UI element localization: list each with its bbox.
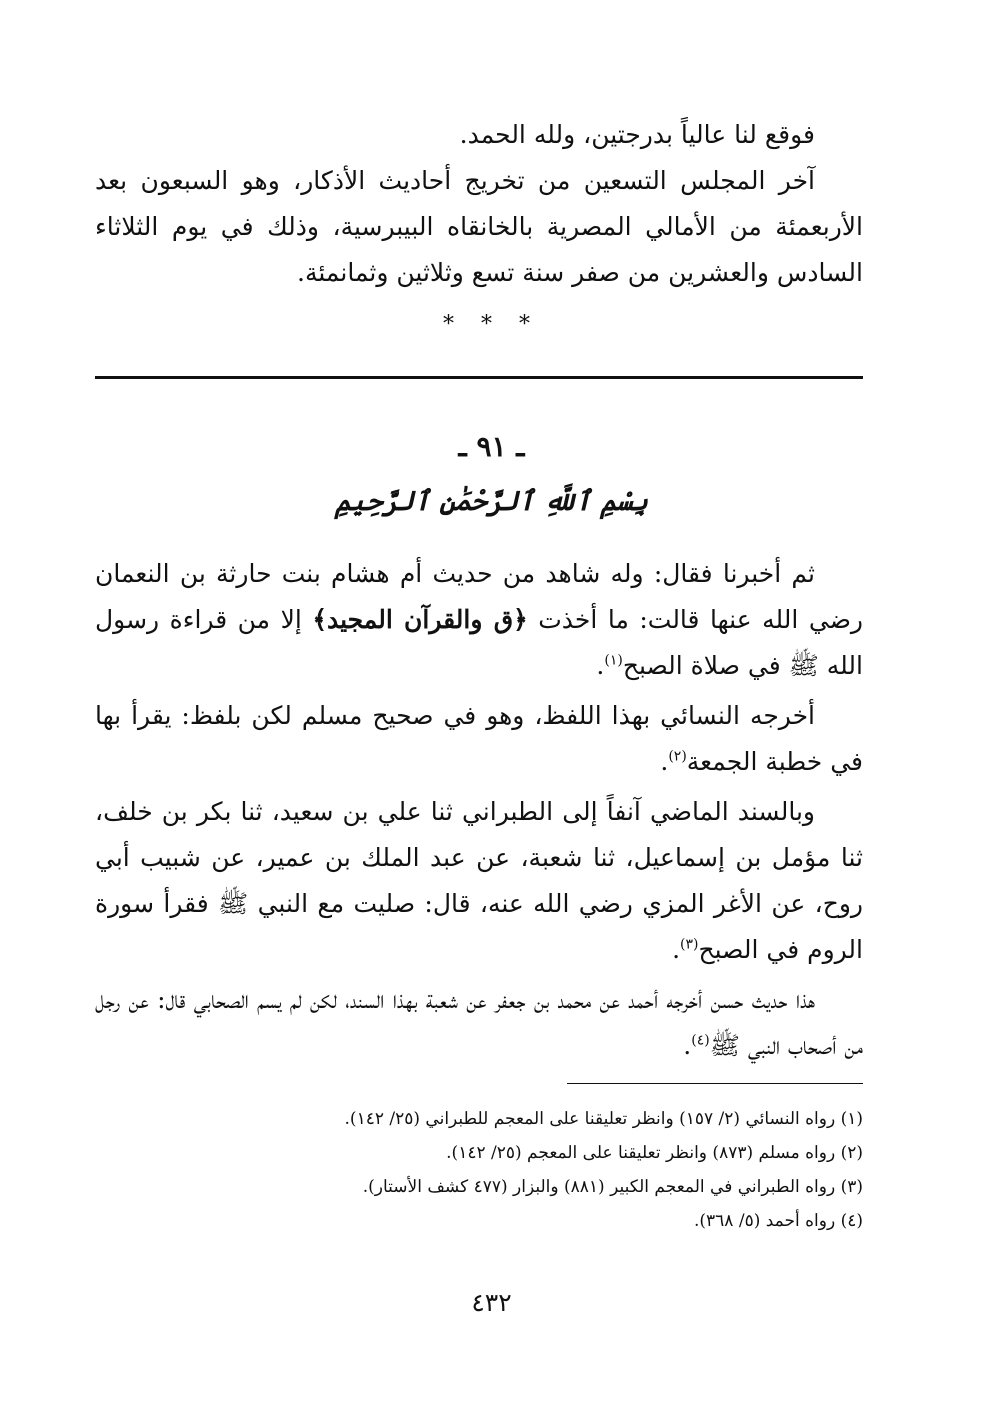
section-separator-stars: * * * [443,312,540,337]
section-divider-rule [95,376,863,379]
footnote-2: (٢) رواه مسلم (٨٧٣) وانظر تعليقنا على المعجم (٢٥/ ١٤٢). [446,1143,863,1163]
closing-line: فوقع لنا عالياً بدرجتين، ولله الحمد. [459,120,815,149]
hadith-number-heading: ـ ٩١ ـ [458,430,525,463]
quran-quote: ﴿ق والقرآن المجيد﴾ [312,605,528,634]
hadith-paragraph-4: هذا حديث حسن أخرجه أحمد عن محمد بن جعفر عن شعبة بهذا السند، لكن لم يسم الصحابي قال: عن رجل من أصحاب النبي ﷺ$^{(٤)}$. [95,985,863,1060]
footnote-ref-3: (٣) [680,936,699,953]
footnote-ref-4: (٤) [691,1032,710,1049]
footnote-ref-2: (٢) [668,748,687,765]
hadith-paragraph-2: أخرجه النسائي بهذا اللفظ، وهو في صحيح مسلم لكن بلفظ: يقرأ بها في خطبة الجمعة$^{(٢)}$. [95,701,863,776]
footnote-ref-1: (١) [604,652,623,669]
footnote-3: (٣) رواه الطبراني في المعجم الكبير (٨٨١) والبزار (٤٧٧ كشف الأستار). [362,1177,863,1197]
hadith-body [95,551,863,1069]
basmala-heading: بِسْمِ ٱللَّهِ ٱلرَّحْمَٰنِ ٱلرَّحِيمِ [335,486,648,517]
hadith-paragraph-3: وبالسند الماضي آنفاً إلى الطبراني ثنا علي بن سعيد، ثنا بكر بن خلف، ثنا مؤمل بن إسماعيل، ثنا شعبة، عن عبد الملك بن عمير، عن شبيب أبي روح، عن الأغر المزي رضي الله عنه، قال: صليت مع النبي ﷺ فقرأ سورة الروم في الصبح$^{(٣)}$. [95,797,864,964]
session-colophon: آخر المجلس التسعين من تخريج أحاديث الأذكار، وهو السبعون بعد الأربعمئة من الأمالي المصرية بالخانقاه البيبرسية، وذلك في يوم الثلاثاء السادس والعشرين من صفر سنة تسع وثلاثين وثمانمئة. [95,166,863,287]
footnote-4: (٤) رواه أحمد (٥/ ٣٦٨). [693,1211,863,1231]
previous-section-ending [95,112,863,296]
footnotes [95,1102,863,1238]
hadith-paragraph-1: ثم أخبرنا فقال: وله شاهد من حديث أم هشام بنت حارثة بن النعمان رضي الله عنها قالت: ما أخذت ﴿ق والقرآن المجيد﴾ إلا من قراءة رسول الله ﷺ في صلاة الصبح$^{(١)}$. [95,559,864,680]
footnote-1: (١) رواه النسائي (٢/ ١٥٧) وانظر تعليقنا على المعجم للطبراني (٢٥/ ١٤٢). [344,1109,863,1129]
page-number: ٤٣٢ [471,1288,512,1317]
footnote-separator [567,1083,863,1084]
